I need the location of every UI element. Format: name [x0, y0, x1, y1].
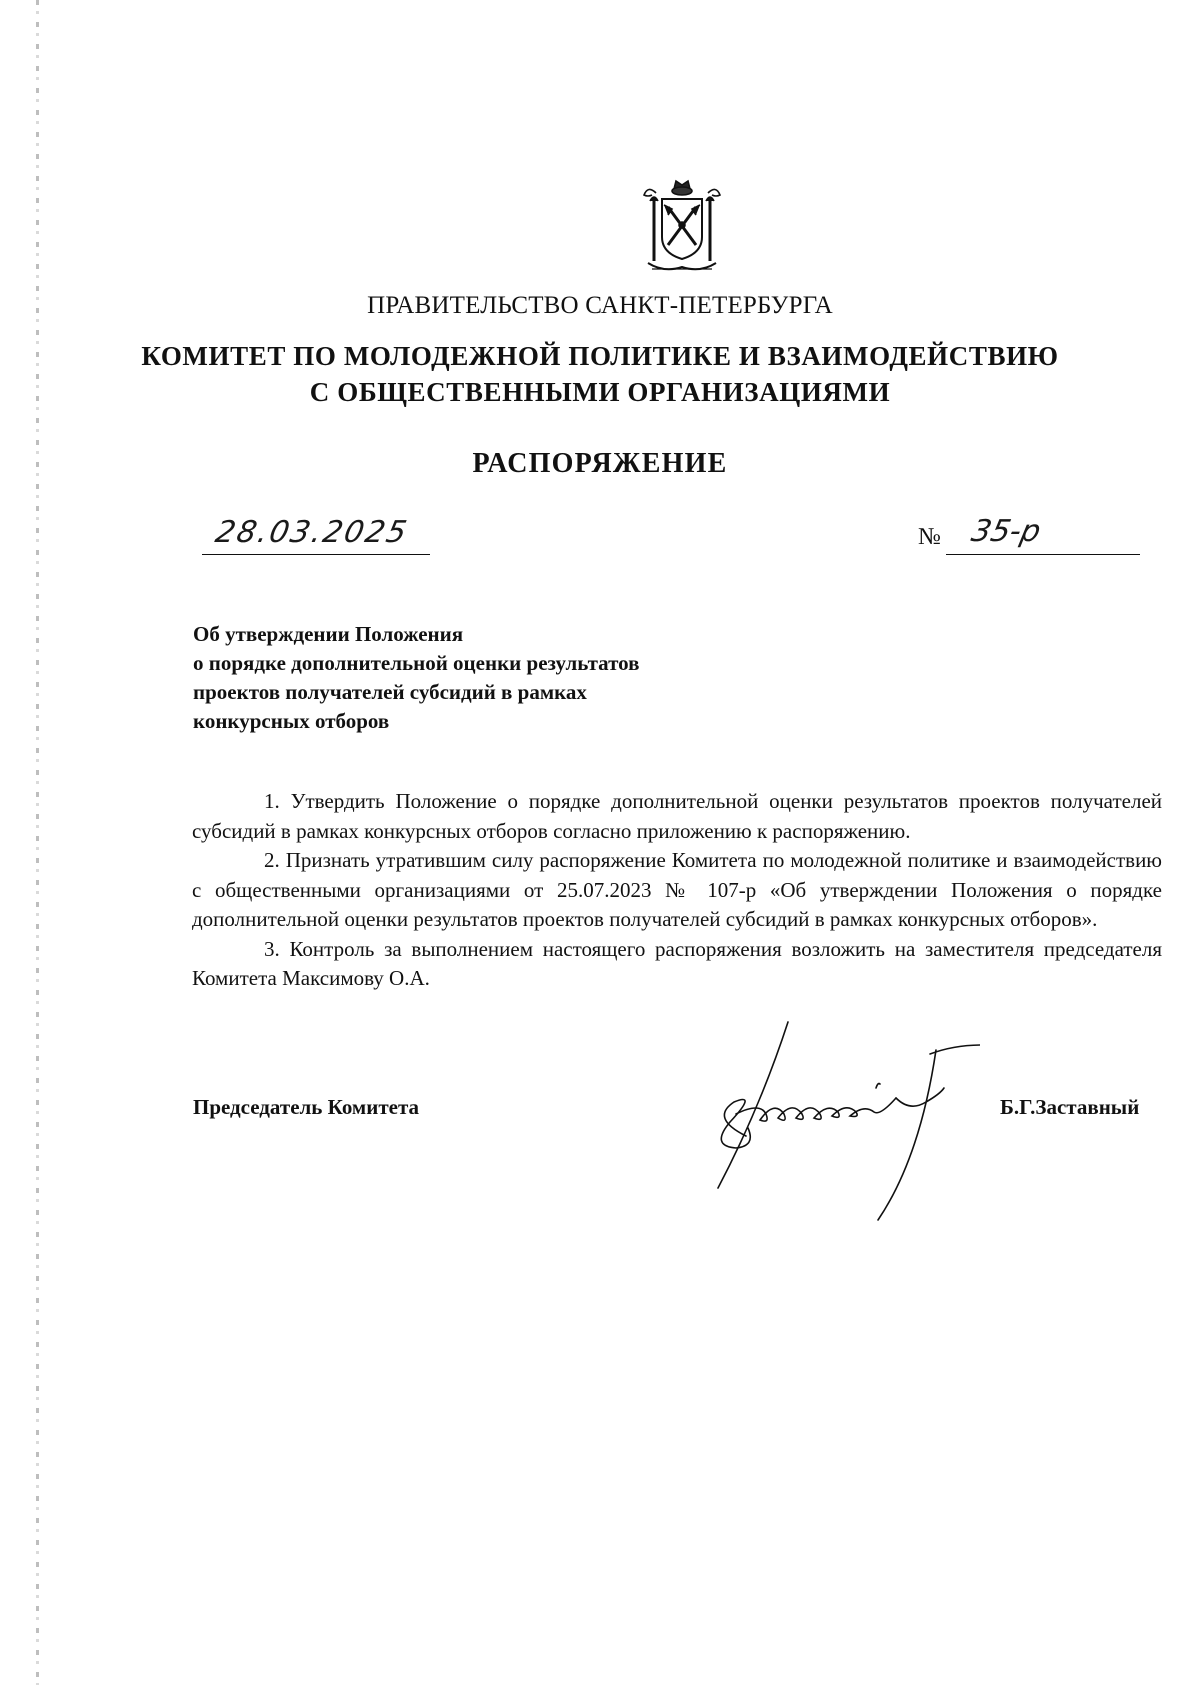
- coat-of-arms-icon: [640, 175, 724, 277]
- handwritten-signature: [700, 1018, 980, 1228]
- date-field: [202, 512, 430, 555]
- body-item-3: 3. Контроль за выполнением настоящего распоряжения возложить на заместителя председателя Комитета Максимову О.А.: [192, 936, 1162, 990]
- subject-line: конкурсных отборов: [193, 709, 390, 733]
- committee-title: [0, 338, 1200, 410]
- document-subject: [193, 620, 639, 736]
- committee-title-line1: КОМИТЕТ ПО МОЛОДЕЖНОЙ ПОЛИТИКЕ И ВЗАИМОДЕЙСТВИЮ: [141, 341, 1059, 371]
- subject-line: о порядке дополнительной оценки результатов: [193, 651, 640, 675]
- document-date: 28.03.2025: [212, 515, 412, 550]
- government-title: ПРАВИТЕЛЬСТВО САНКТ-ПЕТЕРБУРГА: [367, 292, 833, 319]
- signatory-name: Б.Г.Заставный: [1000, 1095, 1140, 1119]
- number-field: [946, 512, 1140, 555]
- body-item-1: 1. Утвердить Положение о порядке дополнительной оценки результатов проектов получателей субсидий в рамках конкурсных отборов согласно приложению к распоряжению.: [192, 789, 1162, 843]
- document-type: РАСПОРЯЖЕНИЕ: [472, 448, 728, 479]
- subject-line: проектов получателей субсидий в рамках: [193, 680, 587, 704]
- signatory-position: Председатель Комитета: [193, 1095, 420, 1119]
- number-label: №: [918, 524, 941, 550]
- subject-line: Об утверждении Положения: [193, 622, 464, 646]
- document-body: [192, 787, 1162, 994]
- committee-title-line2: С ОБЩЕСТВЕННЫМИ ОРГАНИЗАЦИЯМИ: [309, 377, 891, 407]
- scan-edge-artifact: [36, 0, 39, 1685]
- document-number: 35-р: [968, 514, 1044, 549]
- body-item-2: 2. Признать утратившим силу распоряжение Комитета по молодежной политике и взаимодействию с общественными организациями от 25.07.2023 № 107-р «Об утверждении Положения о порядке дополнительной оценки результатов проектов получателей субсидий в рамках конкурсных отборов».: [192, 848, 1162, 931]
